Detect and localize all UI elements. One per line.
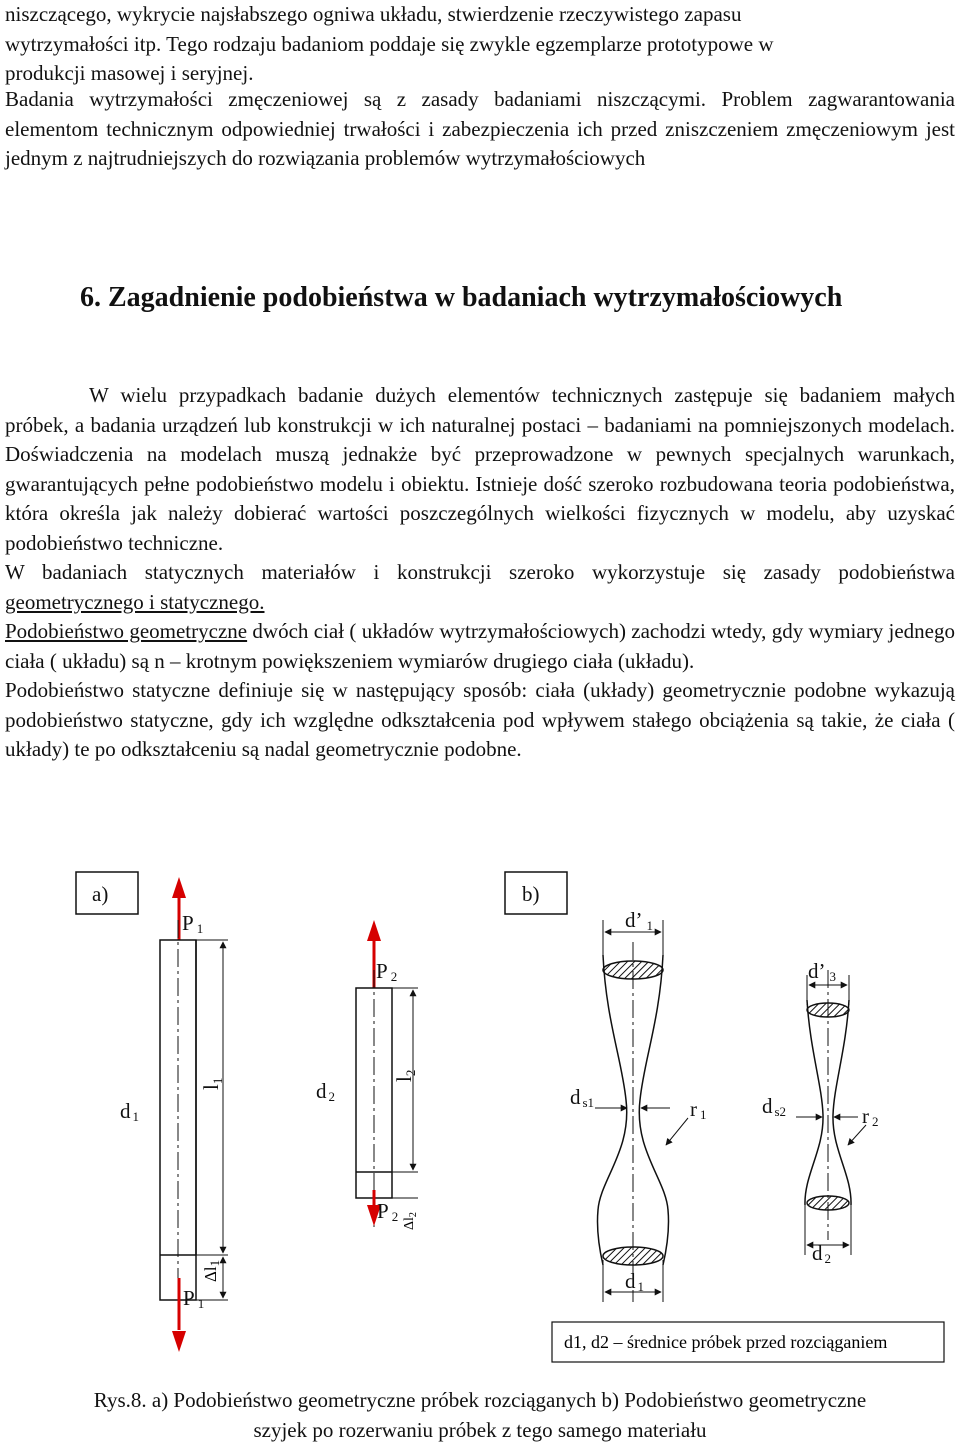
force-arrow-bottom-big (172, 1331, 186, 1352)
legend-text: d1, d2 – średnice próbek przed rozciąganiem (564, 1332, 888, 1352)
label-l1: l1 (199, 1077, 225, 1090)
label-dl2: $\Delta l_2$ (402, 1212, 419, 1230)
radius-r1 (666, 1118, 688, 1145)
label-b: b) (522, 882, 540, 906)
label-P2-bottom: P 2 (377, 1199, 399, 1224)
label-d3prime: d’ 3 (808, 959, 836, 984)
label-d1prime: d’ 1 (625, 908, 653, 933)
neck-small-left (805, 1000, 823, 1205)
force-arrow-top-big (172, 877, 186, 898)
label-d1-b: d 1 (625, 1269, 644, 1294)
label-r1: r 1 (690, 1097, 707, 1122)
label-r2: r 2 (862, 1104, 879, 1129)
label-dl1: Δl1 (201, 1259, 222, 1282)
caption-line1: Rys.8. a) Podobieństwo geometryczne próbek rozciąganych b) Podobieństwo geometryczne (93, 1388, 867, 1412)
paragraph-fatigue: Badania wytrzymałości zmęczeniowej są z zasady badaniami niszczącymi. Problem zagwarantowania elementom technicznym odpowiedniej trwałości i zabezpieczenia ich przed zniszczeniem zmęczeniowym jest jednym z najtrudniejszych do rozwiązania problemów wytrzymałościowych (5, 87, 955, 170)
caption-line2: szyjek po rozerwaniu próbek z tego samego materiału (253, 1418, 707, 1442)
section-heading: 6. Zagadnienie podobieństwa w badaniach wytrzymałościowych (80, 282, 843, 313)
static-text: W badaniach statycznych materiałów i konstrukcji szeroko wykorzystuje się zasady podobieństwa (5, 560, 955, 584)
label-l2: l2 (392, 1069, 418, 1082)
para1-line1: niszczącego, wykrycie najsłabszego ogniwa układu, stwierdzenie rzeczywistego zapasu (5, 2, 742, 26)
geom-text: dwóch ciał ( układów wytrzymałościowych) zachodzi wtedy, gdy wymiary jednego ciała ( układu) są n – krotnym powiększeniem wymiarów drugiego ciała (układu). (5, 619, 956, 673)
radius-r2 (848, 1125, 866, 1145)
paragraph-continued (5, 0, 955, 89)
neck-small-right (833, 1000, 851, 1205)
label-P2-top: P 2 (376, 959, 398, 984)
label-ds1: ds1 (570, 1085, 595, 1110)
label-d2-b: d 2 (812, 1241, 831, 1266)
para1-line3: produkcji masowej i seryjnej. (5, 61, 254, 85)
label-d1-a: d 1 (120, 1099, 139, 1124)
label-a: a) (92, 882, 109, 906)
geom-term: Podobieństwo geometryczne (5, 619, 248, 643)
figure-caption (0, 1385, 960, 1445)
neck-large-left (597, 955, 626, 1265)
para1-line2: wytrzymałości itp. Tego rodzaju badaniom poddaje się zwykle egzemplarze prototypowe w (5, 31, 774, 56)
label-d2-a: d 2 (316, 1079, 335, 1104)
intro-text: W wielu przypadkach badanie dużych elementów technicznych zastępuje się badaniem małych próbek, a badania urządzeń lub konstrukcji w ich naturalnej postaci – badaniami na pomniejszonych modelach. Doświadczenia na modelach muszą jednakże być przeprowadzone w pewnych specjalnych warunkach, gwarantujących pełne podobieństwo modelu i obiektu. Istnieje dość szeroko rozbudowana teoria podobieństwa, która określa jak należy dobierać wartości poszczególnych wielkości fizycznych w modelu, aby uzyskać podobieństwo techniczne. (5, 383, 955, 555)
force-arrow-top-small (367, 920, 381, 941)
section-body (5, 381, 955, 765)
label-P1-bottom: P 1 (183, 1286, 205, 1311)
specimen-figure (0, 860, 960, 1380)
stat-text: Podobieństwo statyczne definiuje się w następujący sposób: ciała (układy) geometrycznie podobne wykazują podobieństwo statyczne, gdy ich względne odkształcenia pod wpływem stałego obciążenia są takie, że ciała ( układy) te po odkształceniu są nadal geometrycznie podobne. (5, 678, 955, 761)
neck-large-right (639, 955, 668, 1265)
label-P1-top: P 1 (182, 911, 204, 936)
static-underlined: geometrycznego i statycznego. (5, 589, 265, 614)
label-ds2: ds2 (762, 1094, 787, 1119)
